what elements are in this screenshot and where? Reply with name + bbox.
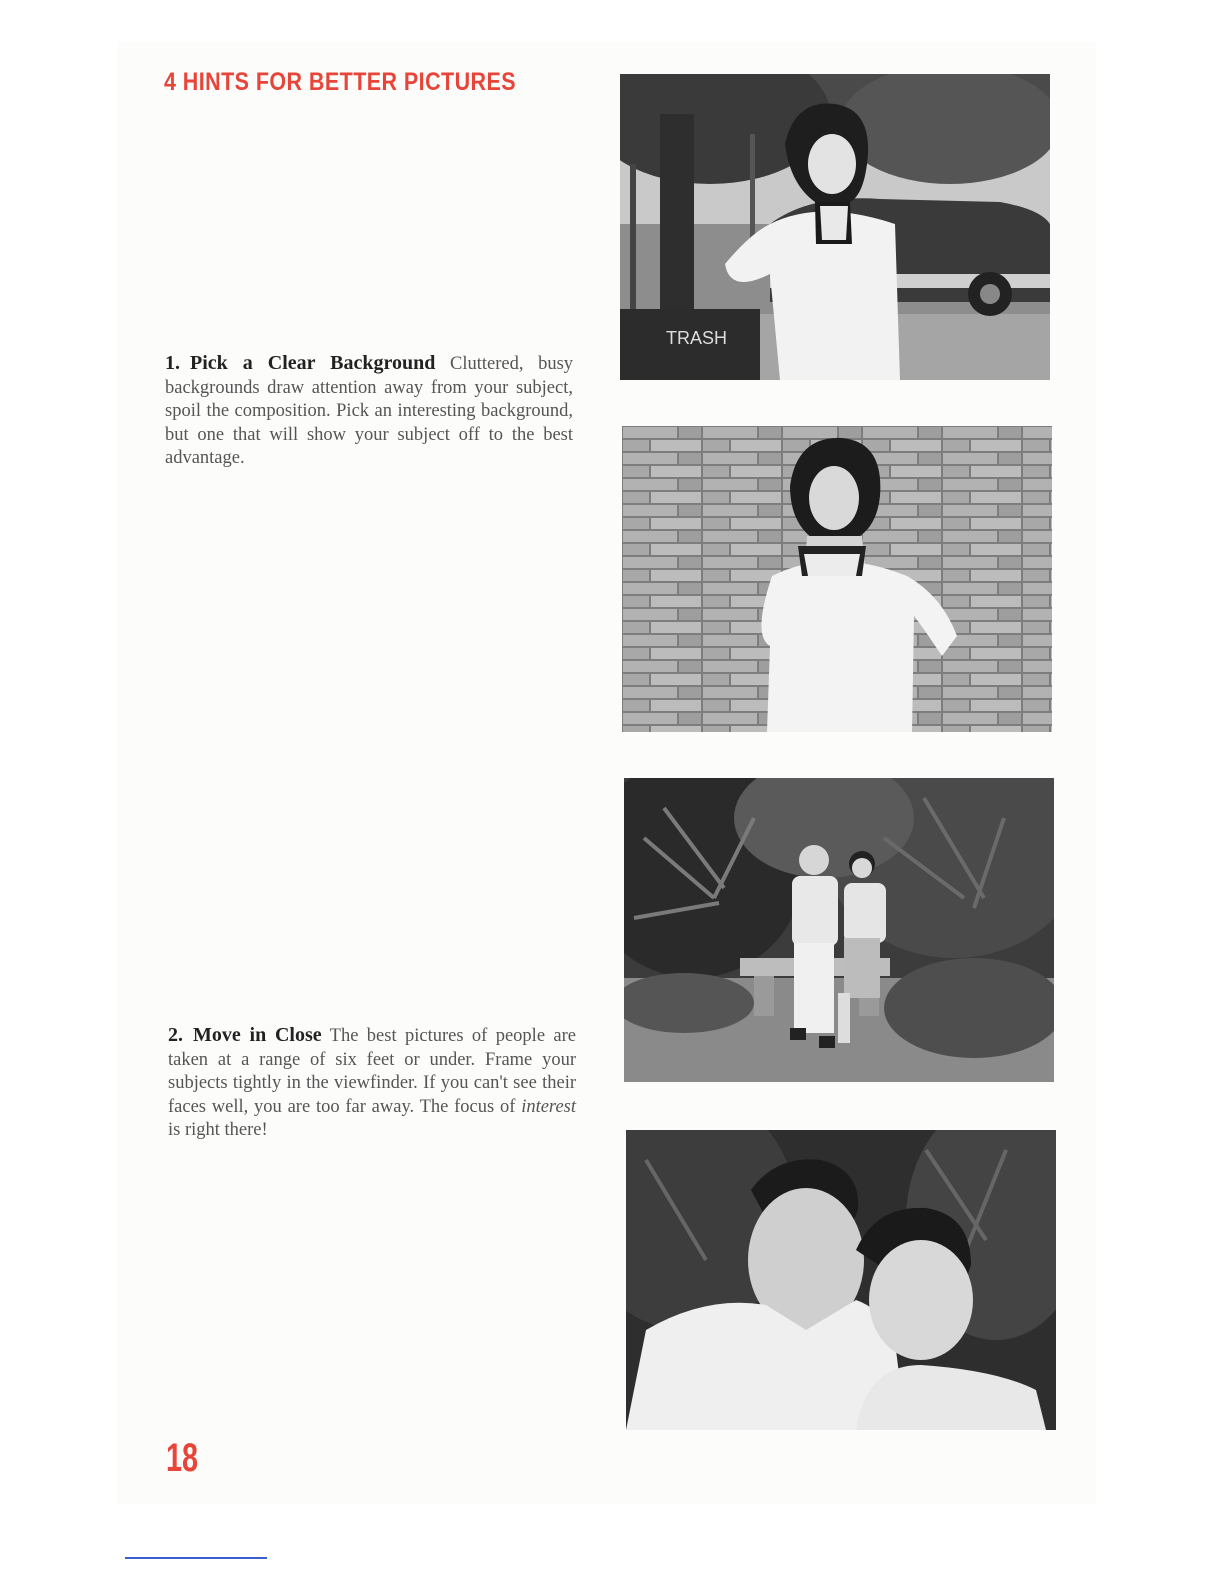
photo-couple-close-image <box>626 1130 1056 1430</box>
hint-2-title: Move in Close <box>193 1024 322 1046</box>
photo-cluttered-background-image <box>620 74 1050 380</box>
photo-couple-far <box>624 778 1054 1082</box>
page-heading: 4 HINTS FOR BETTER PICTURES <box>164 68 517 96</box>
hint-1-text: Cluttered, busy backgrounds draw attention away from your subject, spoil the composition. Pick an interesting background, but one that will show your subject off to the best advantage. <box>165 354 574 468</box>
photo-couple-far-image <box>624 778 1054 1082</box>
hint-2-text-after: is right there! <box>168 1120 268 1140</box>
page-number: 18 <box>166 1436 199 1480</box>
trash-barrel-label: TRASH <box>666 328 728 348</box>
hint-2-number: 2. <box>168 1024 183 1046</box>
hint-2-text-italic: interest <box>521 1096 576 1117</box>
photo-cluttered-background <box>620 74 1050 380</box>
hint-2-text-before: The best pictures of people are taken at a range of six feet or under. Frame your subjects tightly in the viewfinder. If you can't see their faces well, you are too far away. The focus of <box>168 1026 576 1117</box>
photo-couple-close <box>626 1130 1056 1430</box>
hint-2 <box>168 1024 576 1143</box>
hint-1-title: Pick a Clear Background <box>190 352 436 374</box>
hint-1-number: 1. <box>165 352 180 374</box>
photo-clear-background-image <box>622 426 1052 732</box>
hint-1 <box>165 352 573 471</box>
photo-clear-background <box>622 426 1052 732</box>
footer-rule <box>125 1557 267 1559</box>
